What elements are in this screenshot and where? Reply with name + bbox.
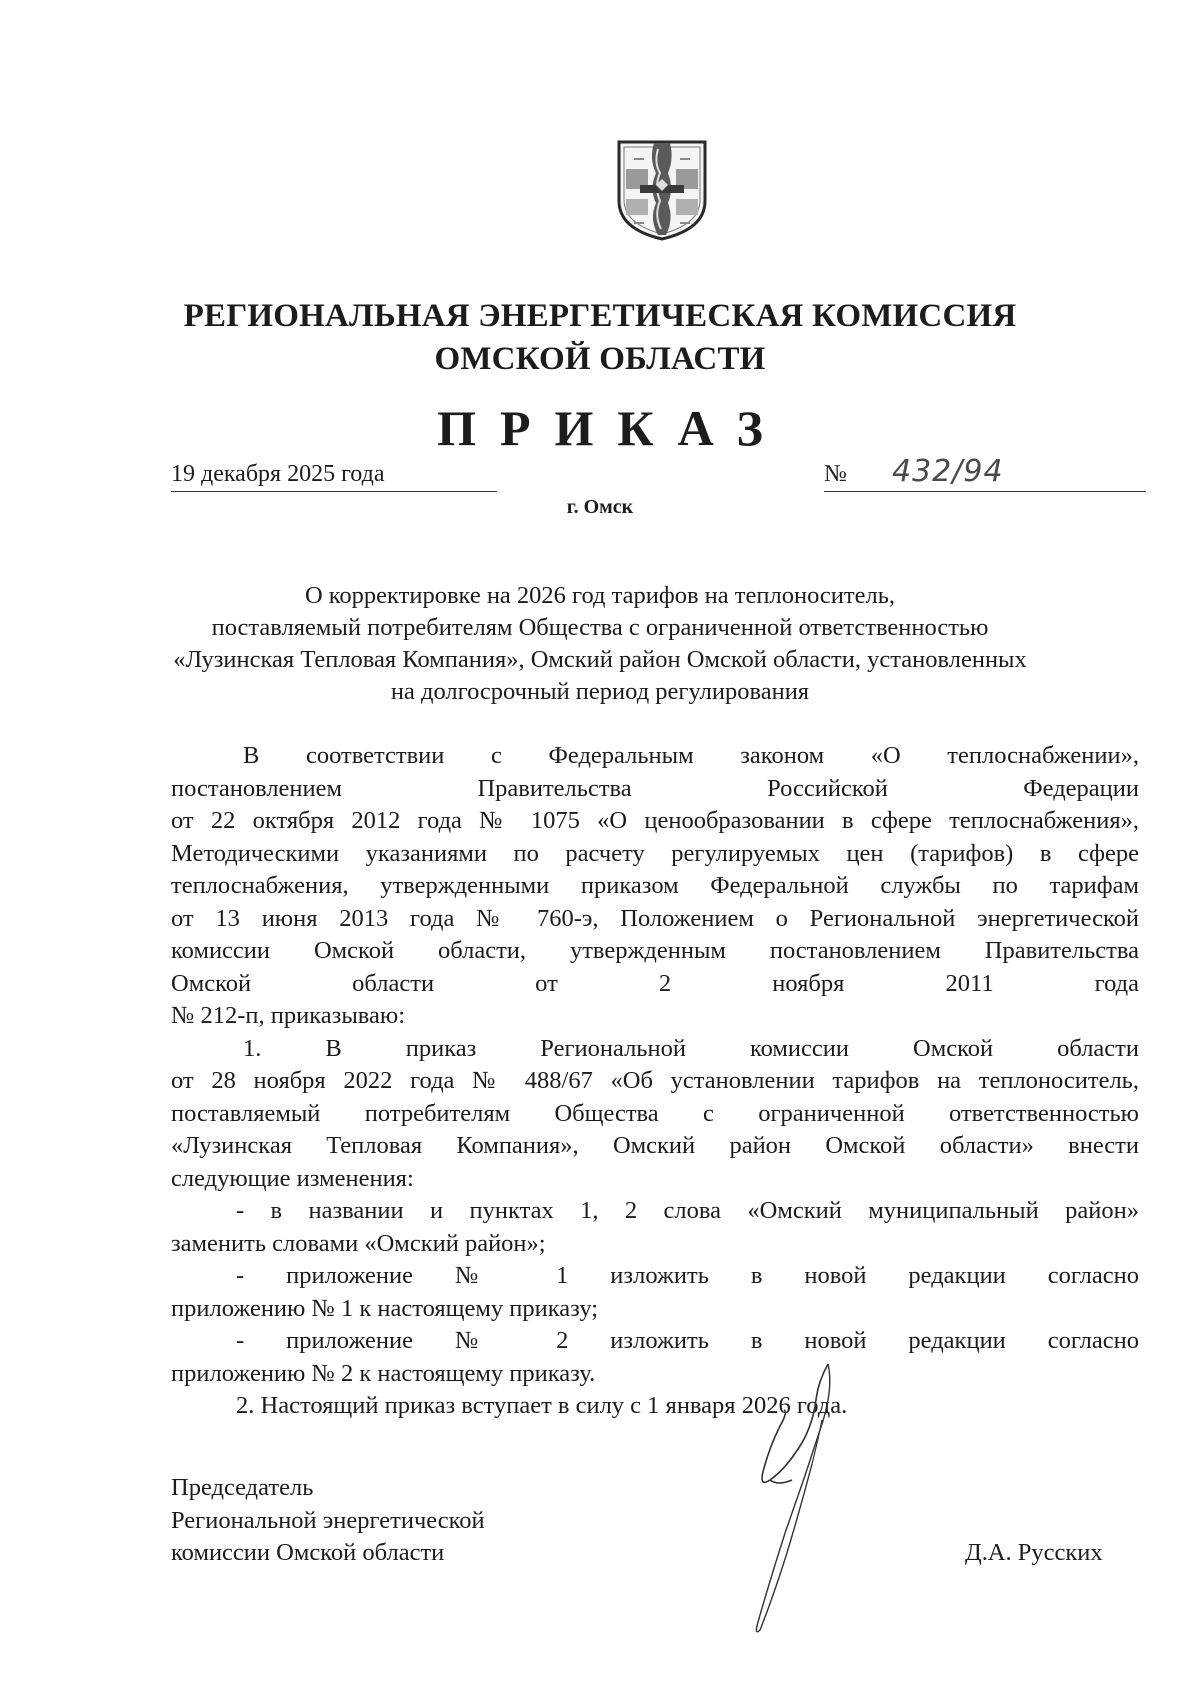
document-number-handwritten: 432/94	[892, 454, 1004, 489]
signatory-position	[171, 1472, 485, 1570]
signatory-position-line: Председатель	[171, 1474, 314, 1501]
document-date: 19 декабря 2025 года	[171, 459, 497, 492]
body-line: теплоснабжения, утвержденными приказом Федеральной службы по тарифам	[171, 872, 1139, 899]
body-line: Омской области от 2 ноября 2011 года	[171, 969, 1139, 997]
body-line: «Лузинская Тепловая Компания», Омский район Омской области» внести	[171, 1132, 1139, 1159]
signatory-position-line: Региональной энергетической	[171, 1506, 485, 1534]
handwritten-signature	[700, 1360, 870, 1660]
body-line: приложению № 1 к настоящему приказу;	[171, 1294, 599, 1322]
body-line: заменить словами «Омский район»;	[171, 1229, 546, 1257]
body-line: поставляемый потребителям Общества с ограниченной ответственностью	[171, 1099, 1139, 1127]
body-line: от 22 октября 2012 года № 1075 «О ценообразовании в сфере теплоснабжения»,	[171, 807, 1139, 834]
number-sign: №	[824, 461, 847, 487]
signer-name: Д.А. Русских	[965, 1539, 1103, 1566]
document-type-title: ПРИКАЗ	[437, 400, 787, 456]
organization-name-line2: ОМСКОЙ ОБЛАСТИ	[434, 341, 766, 377]
subject-line: на долгосрочный период регулирования	[390, 678, 810, 705]
body-line: от 28 ноября 2022 года № 488/67 «Об установлении тарифов на теплоноситель,	[171, 1067, 1139, 1094]
body-line: В соответствии с Федеральным законом «О теплоснабжении»,	[243, 742, 1139, 769]
body-line: комиссии Омской области, утвержденным постановлением Правительства	[171, 937, 1139, 964]
document-subject	[150, 580, 1050, 708]
body-line: - приложение № 1 изложить в новой редакции согласно	[236, 1262, 1139, 1289]
signatory-position-line: комиссии Омской области	[171, 1539, 445, 1566]
body-line: № 212-п, приказываю:	[171, 1002, 406, 1029]
body-line: 1. В приказ Региональной комиссии Омской области	[243, 1034, 1139, 1062]
body-line: 2. Настоящий приказ вступает в силу с 1 января 2026 года.	[236, 1392, 848, 1419]
organization-name-line1: РЕГИОНАЛЬНАЯ ЭНЕРГЕТИЧЕСКАЯ КОМИССИЯ	[183, 298, 1017, 334]
subject-line: О корректировке на 2026 год тарифов на теплоноситель,	[304, 582, 896, 609]
body-line: от 13 июня 2013 года № 760-э, Положением о Региональной энергетической	[171, 904, 1139, 932]
subject-line: «Лузинская Тепловая Компания», Омский район Омской области, установленных	[173, 646, 1027, 673]
document-city: г. Омск	[566, 496, 634, 518]
document-number-field	[824, 455, 1146, 492]
body-line: - приложение № 2 изложить в новой редакции согласно	[236, 1327, 1139, 1354]
body-line: следующие изменения:	[171, 1164, 414, 1192]
document-body	[171, 740, 1139, 1423]
body-line: приложению № 2 к настоящему приказу.	[171, 1359, 596, 1387]
body-line: постановлением Правительства Российской Федерации	[171, 774, 1139, 802]
coat-of-arms-emblem	[616, 139, 708, 242]
subject-line: поставляемый потребителям Общества с ограниченной ответственностью	[211, 614, 989, 641]
body-line: - в названии и пунктах 1, 2 слова «Омский муниципальный район»	[236, 1197, 1139, 1224]
body-line: Методическими указаниями по расчету регулируемых цен (тарифов) в сфере	[171, 839, 1139, 867]
